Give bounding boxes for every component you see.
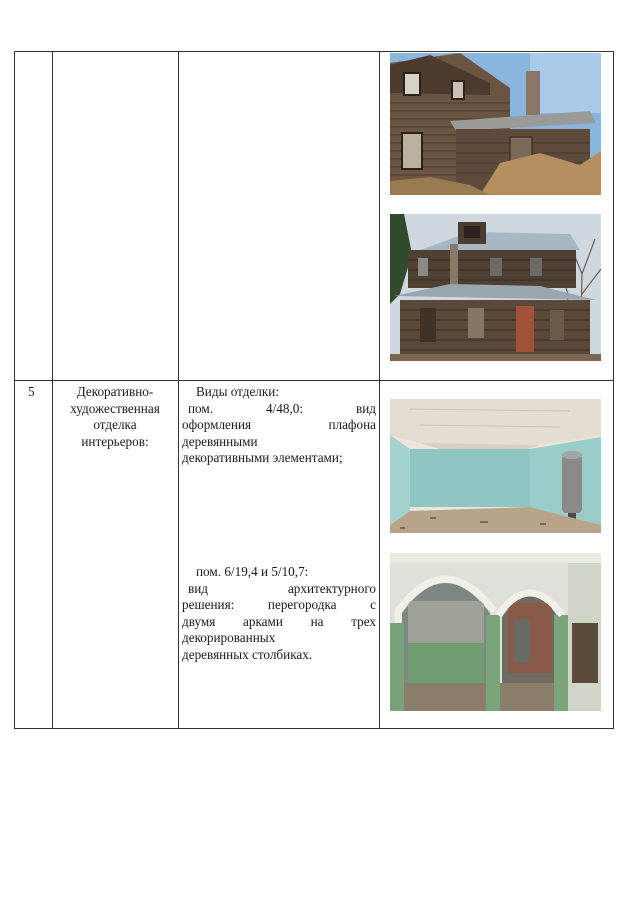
row-name [55,384,175,450]
description-block-1 [182,384,376,467]
description-heading: Виды отделки: [196,384,280,399]
description-2-line-6: деревянных столбиках. [182,646,313,662]
row-name-line-4: интерьеров: [81,433,149,449]
interior-arches-room-photo [390,553,601,711]
description-1-line-3: деревянными [182,433,258,449]
column-divider-3 [379,51,380,729]
row-name-line-2: художественная [70,400,160,416]
interior-ceiling-room-photo [390,399,601,533]
document-table [14,51,614,729]
column-divider-2 [178,51,179,729]
row-name-line-1: Декоративно- [76,384,154,399]
row-number: 5 [28,384,35,399]
row-name-line-3: отделка [93,417,137,432]
description-2-line-2: вид архитектурного [188,580,376,596]
table-border-bottom [14,728,614,729]
description-2-line-5: декорированных [182,630,276,645]
table-border-top [14,51,614,52]
description-2-line-4: двумя арками на трех [182,613,376,629]
description-1-line-4: декоративными элементами; [182,450,343,465]
row-divider [14,380,614,381]
wooden-house-corner-photo [390,53,601,195]
description-1-line-1: пом. 4/48,0: вид [188,400,376,416]
table-border-right [613,51,614,729]
description-block-2 [182,564,376,663]
description-2-line-1: пом. 6/19,4 и 5/10,7: [196,564,309,579]
description-2-line-3: решения: перегородка с [182,597,376,612]
column-divider-1 [52,51,53,729]
table-border-left [14,51,15,729]
wooden-house-facade-photo [390,214,601,361]
description-1-line-2: оформления плафона [182,417,376,432]
